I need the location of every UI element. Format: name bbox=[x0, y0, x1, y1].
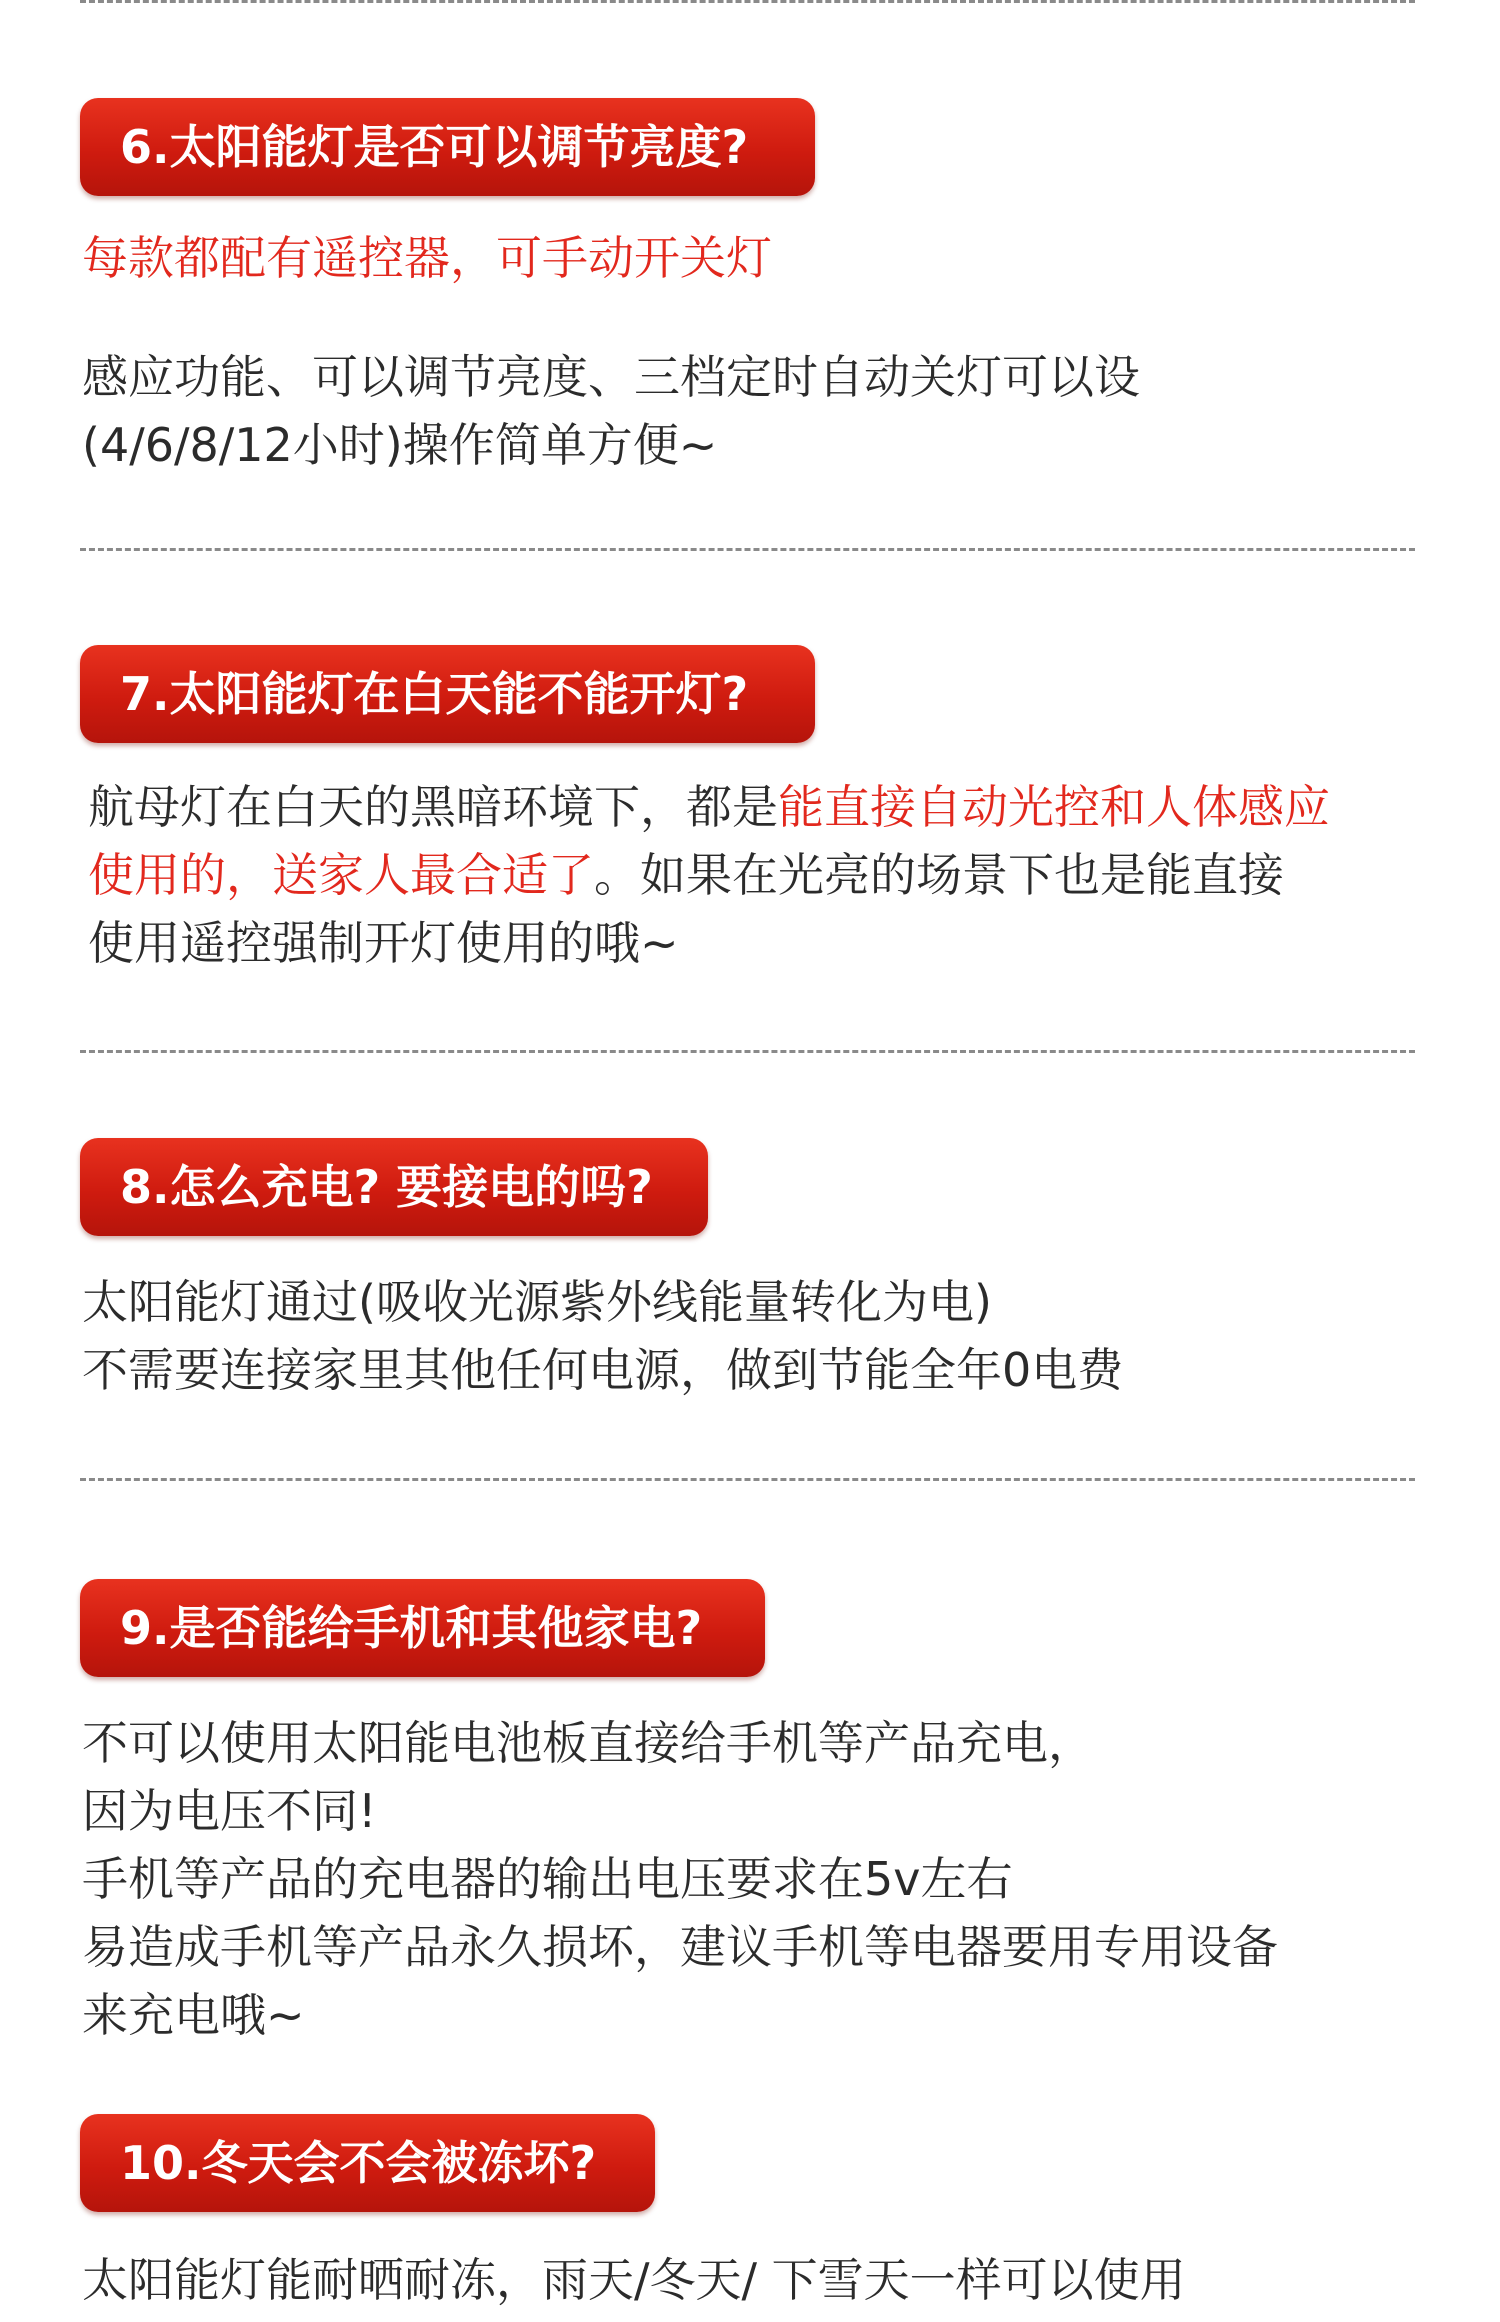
answer-line-9-1: 不可以使用太阳能电池板直接给手机等产品充电， bbox=[82, 1716, 1094, 1770]
question-badge-9: 9.是否能给手机和其他家电? bbox=[80, 1579, 765, 1677]
section-divider bbox=[80, 1050, 1415, 1053]
answer-line-7-2 bbox=[88, 841, 1284, 909]
answer-line-9-3: 手机等产品的充电器的输出电压要求在5v左右 bbox=[82, 1852, 1013, 1906]
answer-line-9-2: 因为电压不同! bbox=[82, 1784, 377, 1838]
section-divider bbox=[80, 1478, 1415, 1481]
answer-line-8-2: 不需要连接家里其他任何电源，做到节能全年0电费 bbox=[82, 1343, 1124, 1397]
section-divider bbox=[80, 548, 1415, 551]
question-badge-7: 7.太阳能灯在白天能不能开灯? bbox=[80, 645, 815, 743]
answer-line-7-3: 使用遥控强制开灯使用的哦~ bbox=[88, 916, 679, 970]
section-divider bbox=[80, 0, 1415, 3]
question-badge-8: 8.怎么充电? 要接电的吗? bbox=[80, 1138, 708, 1236]
answer-line-7-1 bbox=[88, 773, 1330, 841]
answer-line-9-5: 来充电哦~ bbox=[82, 1988, 305, 2042]
question-badge-10: 10.冬天会不会被冻坏? bbox=[80, 2114, 655, 2212]
answer-text-7-1a: 航母灯在白天的黑暗环境下，都是 bbox=[88, 780, 778, 834]
answer-highlight-7-2a: 使用的，送家人最合适了 bbox=[88, 848, 594, 902]
answer-line-9-4: 易造成手机等产品永久损坏，建议手机等电器要用专用设备 bbox=[82, 1920, 1278, 1974]
answer-highlight-7-1b: 能直接自动光控和人体感应 bbox=[778, 780, 1330, 834]
answer-highlight-6: 每款都配有遥控器，可手动开关灯 bbox=[82, 231, 772, 285]
answer-line-6-2: (4/6/8/12小时)操作简单方便~ bbox=[82, 418, 718, 472]
answer-line-6-1: 感应功能、可以调节亮度、三档定时自动关灯可以设 bbox=[82, 350, 1140, 404]
answer-line-10-1: 太阳能灯能耐晒耐冻，雨天/冬天/ 下雪天一样可以使用 bbox=[82, 2253, 1186, 2307]
answer-line-8-1: 太阳能灯通过(吸收光源紫外线能量转化为电) bbox=[82, 1275, 992, 1329]
answer-text-7-2b: 。如果在光亮的场景下也是能直接 bbox=[594, 848, 1284, 902]
question-badge-6: 6.太阳能灯是否可以调节亮度? bbox=[80, 98, 815, 196]
